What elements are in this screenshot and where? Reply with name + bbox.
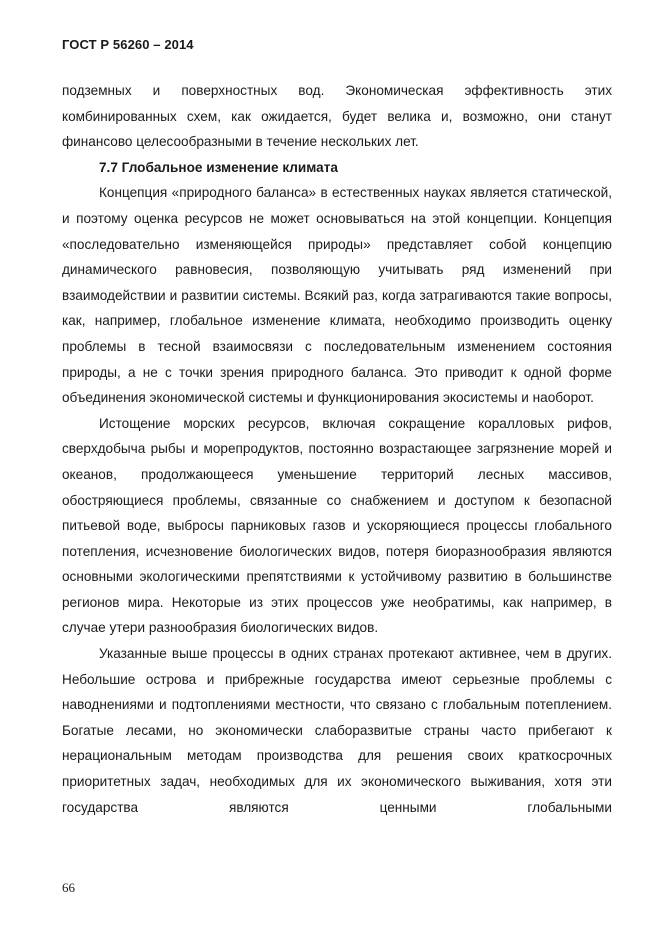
paragraph-regional-processes: Указанные выше процессы в одних странах протекают активнее, чем в других. Небольшие острова и прибрежные государства имеют серьезные проблемы с наводнениями и подтоплениями местности, что связано с глобальным потеплением. Богатые лесами, но экономически слаборазвитые страны часто прибегают к нерациональным методам производства для решения своих краткосрочных приоритетных задач, необходимых для их экономического выживания, хотя эти государства являются ценными глобальными <box>62 646 612 815</box>
body-text <box>62 78 612 820</box>
paragraph-nature-balance: Концепция «природного баланса» в естественных науках является статической, и поэтому оценка ресурсов не может основываться на этой концепции. Концепция «последовательно изменяющейся природы» представляет собой концепцию динамического равновесия, позволяющую учитывать ряд изменений при взаимодействии и развитии системы. Всякий раз, когда затрагиваются такие вопросы, как, например, глобальное изменение климата, необходимо производить оценку проблемы в тесной взаимосвязи с последовательным изменением состояния природы, а не с точки зрения природного баланса. Это приводит к одной форме объединения экономической системы и функционирования экосистемы и наоборот. <box>62 185 612 406</box>
section-heading: 7.7 Глобальное изменение климата <box>99 159 338 175</box>
page-number: 66 <box>62 880 75 895</box>
standard-header: ГОСТ Р 56260 – 2014 <box>62 37 194 52</box>
paragraph-continuation: подземных и поверхностных вод. Экономическая эффективность этих комбинированных схем, как ожидается, будет велика и, возможно, они станут финансово целесообразными в течение нескольких лет. <box>62 83 612 150</box>
paragraph-marine-resources: Истощение морских ресурсов, включая сокращение коралловых рифов, сверхдобыча рыбы и морепродуктов, постоянно возрастающее загрязнение морей и океанов, продолжающееся уменьшение территорий лесных массивов, обостряющиеся проблемы, связанные со снабжением и доступом к безопасной питьевой воде, выбросы парниковых газов и ускоряющиеся процессы глобального потепления, исчезновение биологических видов, потеря биоразнообразия являются основными экологическими препятствиями к устойчивому развитию в большинстве регионов мира. Некоторые из этих процессов уже необратимы, как например, в случае утери разнообразия биологических видов. <box>62 415 612 636</box>
